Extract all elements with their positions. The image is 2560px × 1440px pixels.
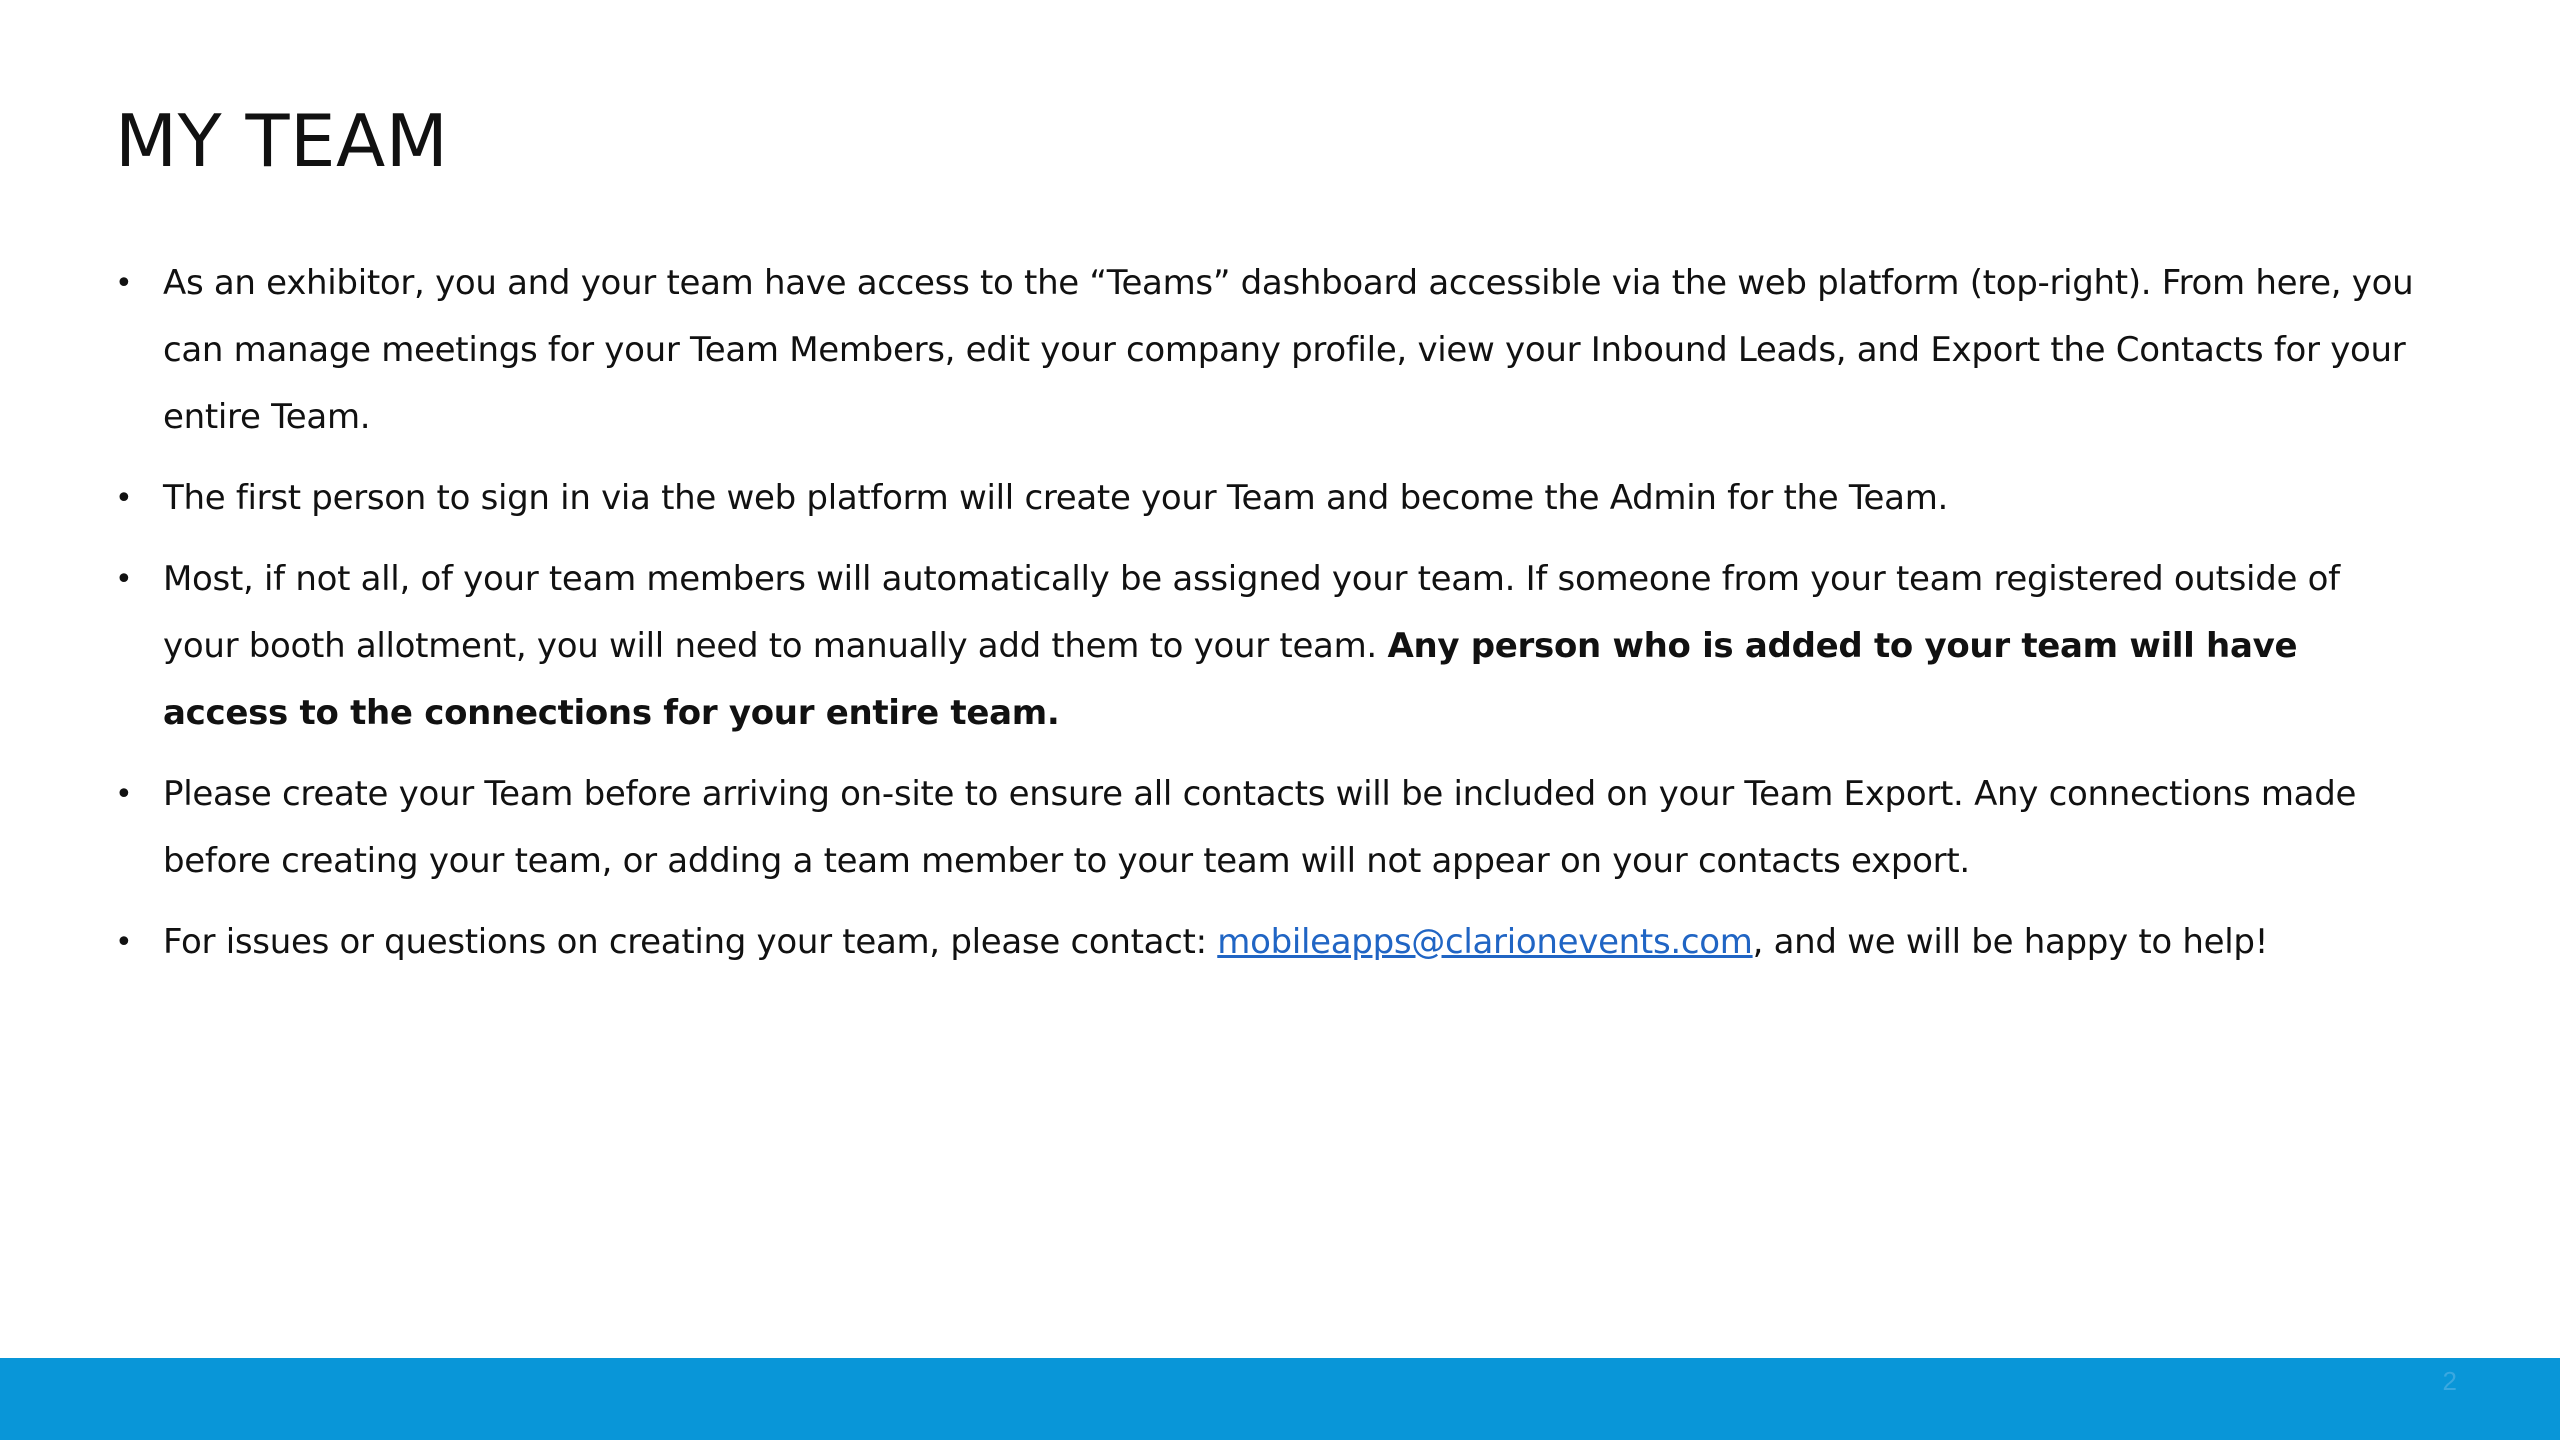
bullet-icon: • bbox=[115, 562, 133, 597]
support-email-link[interactable]: mobileapps@clarionevents.com bbox=[1217, 922, 1753, 962]
bullet-text: Most, if not all, of your team members will automatically be assigned your team. If someone from your team registered outside of your booth allotment, you will need to manually add them to your team. bbox=[163, 559, 2340, 666]
bullet-item-contact bbox=[115, 909, 2415, 976]
page-number: 2 bbox=[2442, 1366, 2457, 1396]
bullet-text-after: , and we will be happy to help! bbox=[1752, 922, 2269, 962]
bullet-item-team-members bbox=[115, 546, 2415, 747]
bullet-item-teams-dashboard bbox=[115, 250, 2415, 451]
bullet-item-admin bbox=[115, 465, 2415, 532]
bullet-bold-text: Any person who is added to your team will have access to the connections for your entire team. bbox=[163, 626, 2298, 733]
slide-title: MY TEAM bbox=[115, 99, 449, 183]
bullet-text: Please create your Team before arriving on-site to ensure all contacts will be included on your Team Export. Any connections made before creating your team, or adding a team member to your team will not appear on your contacts export. bbox=[163, 774, 2357, 881]
bullet-icon: • bbox=[115, 777, 133, 812]
bullet-item-create-team bbox=[115, 761, 2415, 895]
bullet-text-before: For issues or questions on creating your team, please contact: bbox=[163, 922, 1218, 962]
bullet-icon: • bbox=[115, 266, 133, 301]
bullet-text: As an exhibitor, you and your team have access to the “Teams” dashboard accessible via the web platform (top-right). From here, you can manage meetings for your Team Members, edit your company profile, view your Inbound Leads, and Export the Contacts for your entire Team. bbox=[163, 263, 2414, 437]
bullet-text: The first person to sign in via the web platform will create your Team and become the Admin for the Team. bbox=[163, 478, 1949, 518]
bullet-icon: • bbox=[115, 925, 133, 960]
footer-bar bbox=[0, 1358, 2560, 1440]
bullet-list bbox=[115, 250, 2415, 990]
bullet-icon: • bbox=[115, 481, 133, 516]
